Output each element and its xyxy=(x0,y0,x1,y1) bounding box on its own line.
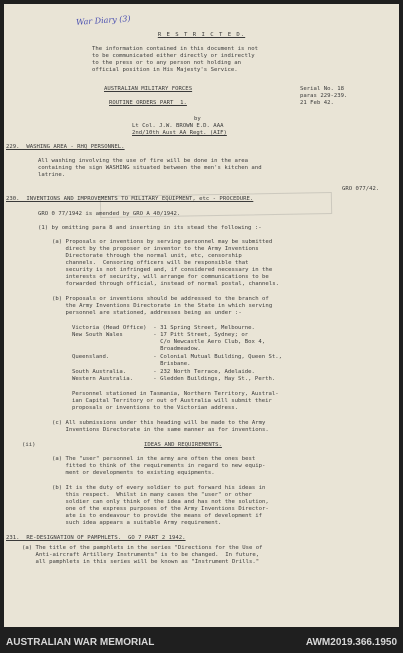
para-230-b-line: the Army Inventions Directorate in the State in which serving xyxy=(52,303,273,309)
section-ii-a-line: ment or developments to existing equipments. xyxy=(52,470,215,476)
handwritten-annotation: War Diary (3) xyxy=(75,14,131,27)
para-230-item-1: (1) by omitting para 8 and inserting in its stead the following :- xyxy=(38,225,262,231)
accession-number: AWM2019.366.1950 xyxy=(305,637,397,648)
address-line: Queensland. - Colonial Mutual Building, Queen St., xyxy=(72,354,283,360)
address-line: Victoria (Head Office) - 31 Spring Street, Melbourne. xyxy=(72,325,255,331)
para-230-a-line: (a) Proposals or inventions by serving personnel may be submitted xyxy=(52,239,273,245)
address-line: Brisbane. xyxy=(72,361,191,367)
para-231-line: Anti-aircraft Artillery Instruments" is to be changed. In future, xyxy=(22,552,260,558)
address-line: Broadmeadow. xyxy=(72,346,201,352)
archive-name: AUSTRALIAN WAR MEMORIAL xyxy=(6,637,155,648)
para-229-reference: GRO 077/42. xyxy=(342,186,380,192)
section-ii-b-line: soldier can only think of the idea and has not the solution, xyxy=(52,499,269,505)
para-229-line: latrine. xyxy=(38,172,66,178)
notice-line: official position in His Majesty's Service. xyxy=(92,67,238,73)
document-page xyxy=(4,4,399,627)
para-230-amendment: GRO 0 77/1942 is amended by GRO A 40/1942. xyxy=(38,211,181,217)
para-230-c-line: Inventions Directorate in the same manner as for inventions. xyxy=(52,427,269,433)
archive-footer xyxy=(0,627,403,653)
tasmania-line: ian Capital Territory or out of Australia will submit their xyxy=(72,398,272,404)
address-line: New South Wales - 17 Pitt Street, Sydney; or xyxy=(72,332,249,338)
address-line: C/o Newcastle Aero Club, Box 4, xyxy=(72,339,266,345)
section-ii-b-line: one of the express purposes of the Army Inventions Director- xyxy=(52,506,269,512)
para-229-line: All washing involving the use of fire will be done in the area xyxy=(38,158,249,164)
notice-line: to be communicated either directly or indirectly xyxy=(92,53,255,59)
section-ii-b-line: (b) It is the duty of every soldier to put forward his ideas in xyxy=(52,485,266,491)
para-230-a-line: Directorate through the normal unit, etc, censorship xyxy=(52,253,242,259)
document-title: ROUTINE ORDERS PART 1. xyxy=(109,100,187,106)
section-ii-b-line: this respect. Whilst in many cases the "user" or other xyxy=(52,492,252,498)
para-230-b-line: (b) Proposals or inventions should be addressed to the branch of xyxy=(52,296,269,302)
notice-line: to the press or to any person not holding an xyxy=(92,60,242,66)
para-230-c-line: (c) All submissions under this heading will be made to the Army xyxy=(52,420,266,426)
officer-name: Lt Col. J.W. BROWN E.D. AAA xyxy=(132,123,224,129)
section-ii-a-line: fitted to think of the requirements in regard to new equip- xyxy=(52,463,266,469)
tasmania-line: proposals or inventions to the Victorian address. xyxy=(72,405,238,411)
document-date: 21 Feb 42. xyxy=(300,100,334,106)
para-229-line: containing the sign WASHING situated between the men's kitchen and xyxy=(38,165,262,171)
para-230-b-line: personnel are stationed, addresses being as under :- xyxy=(52,310,242,316)
unit-name: 2nd/10th Aust AA Regt. (AIF) xyxy=(132,130,227,136)
para-231-line: all pamphlets in this series will be known as "Instrument Drills." xyxy=(22,559,260,565)
section-ii-a-line: (a) The "user" personnel in the army are often the ones best xyxy=(52,456,256,462)
para-230-a-line: security is not infringed and, if considered necessary in the xyxy=(52,267,273,273)
para-231-line: (a) The title of the pamphlets in the series "Directions for the Use of xyxy=(22,545,263,551)
section-ii-heading: IDEAS AND REQUIREMENTS. xyxy=(144,442,222,448)
tasmania-line: Personnel stationed in Tasmania, Northern Territory, Austral- xyxy=(72,391,279,397)
section-ii-b-line: ate is to endeavour to provide the means of development if xyxy=(52,513,263,519)
by-line: by xyxy=(194,116,201,122)
address-line: South Australia. - 232 North Terrace, Adelaide. xyxy=(72,369,255,375)
para-230-a-line: forwarded through official, instead of normal postal, channels. xyxy=(52,281,279,287)
notice-line: The information contained in this document is not xyxy=(92,46,258,52)
para-231-heading: 231. RE-DESIGNATION OF PAMPHLETS. GO 7 PART 2 1942. xyxy=(6,535,186,541)
restricted-heading: R E S T R I C T E D. xyxy=(157,32,246,38)
para-229-heading: 229. WASHING AREA - RHQ PERSONNEL. xyxy=(6,144,125,150)
address-line: Western Australia. - Gledden Buildings, Hay St., Perth. xyxy=(72,376,276,382)
organisation: AUSTRALIAN MILITARY FORCES xyxy=(104,86,193,92)
section-ii-b-line: such idea appears a suitable Army requirement. xyxy=(52,520,222,526)
paragraph-range: paras 229-239. xyxy=(300,93,348,99)
para-230-a-line: interests of security, will arrange for communications to be xyxy=(52,274,269,280)
para-230-a-line: direct by the proposer or inventor to the Army Inventions xyxy=(52,246,259,252)
para-230-a-line: channels. Censoring officers will be responsible that xyxy=(52,260,249,266)
section-ii-number: (ii) xyxy=(22,442,36,448)
serial-number: Serial No. 18 xyxy=(300,86,345,92)
para-230-heading: 230. INVENTIONS AND IMPROVEMENTS TO MILITARY EQUIPMENT, etc - PROCEDURE. xyxy=(6,196,254,202)
